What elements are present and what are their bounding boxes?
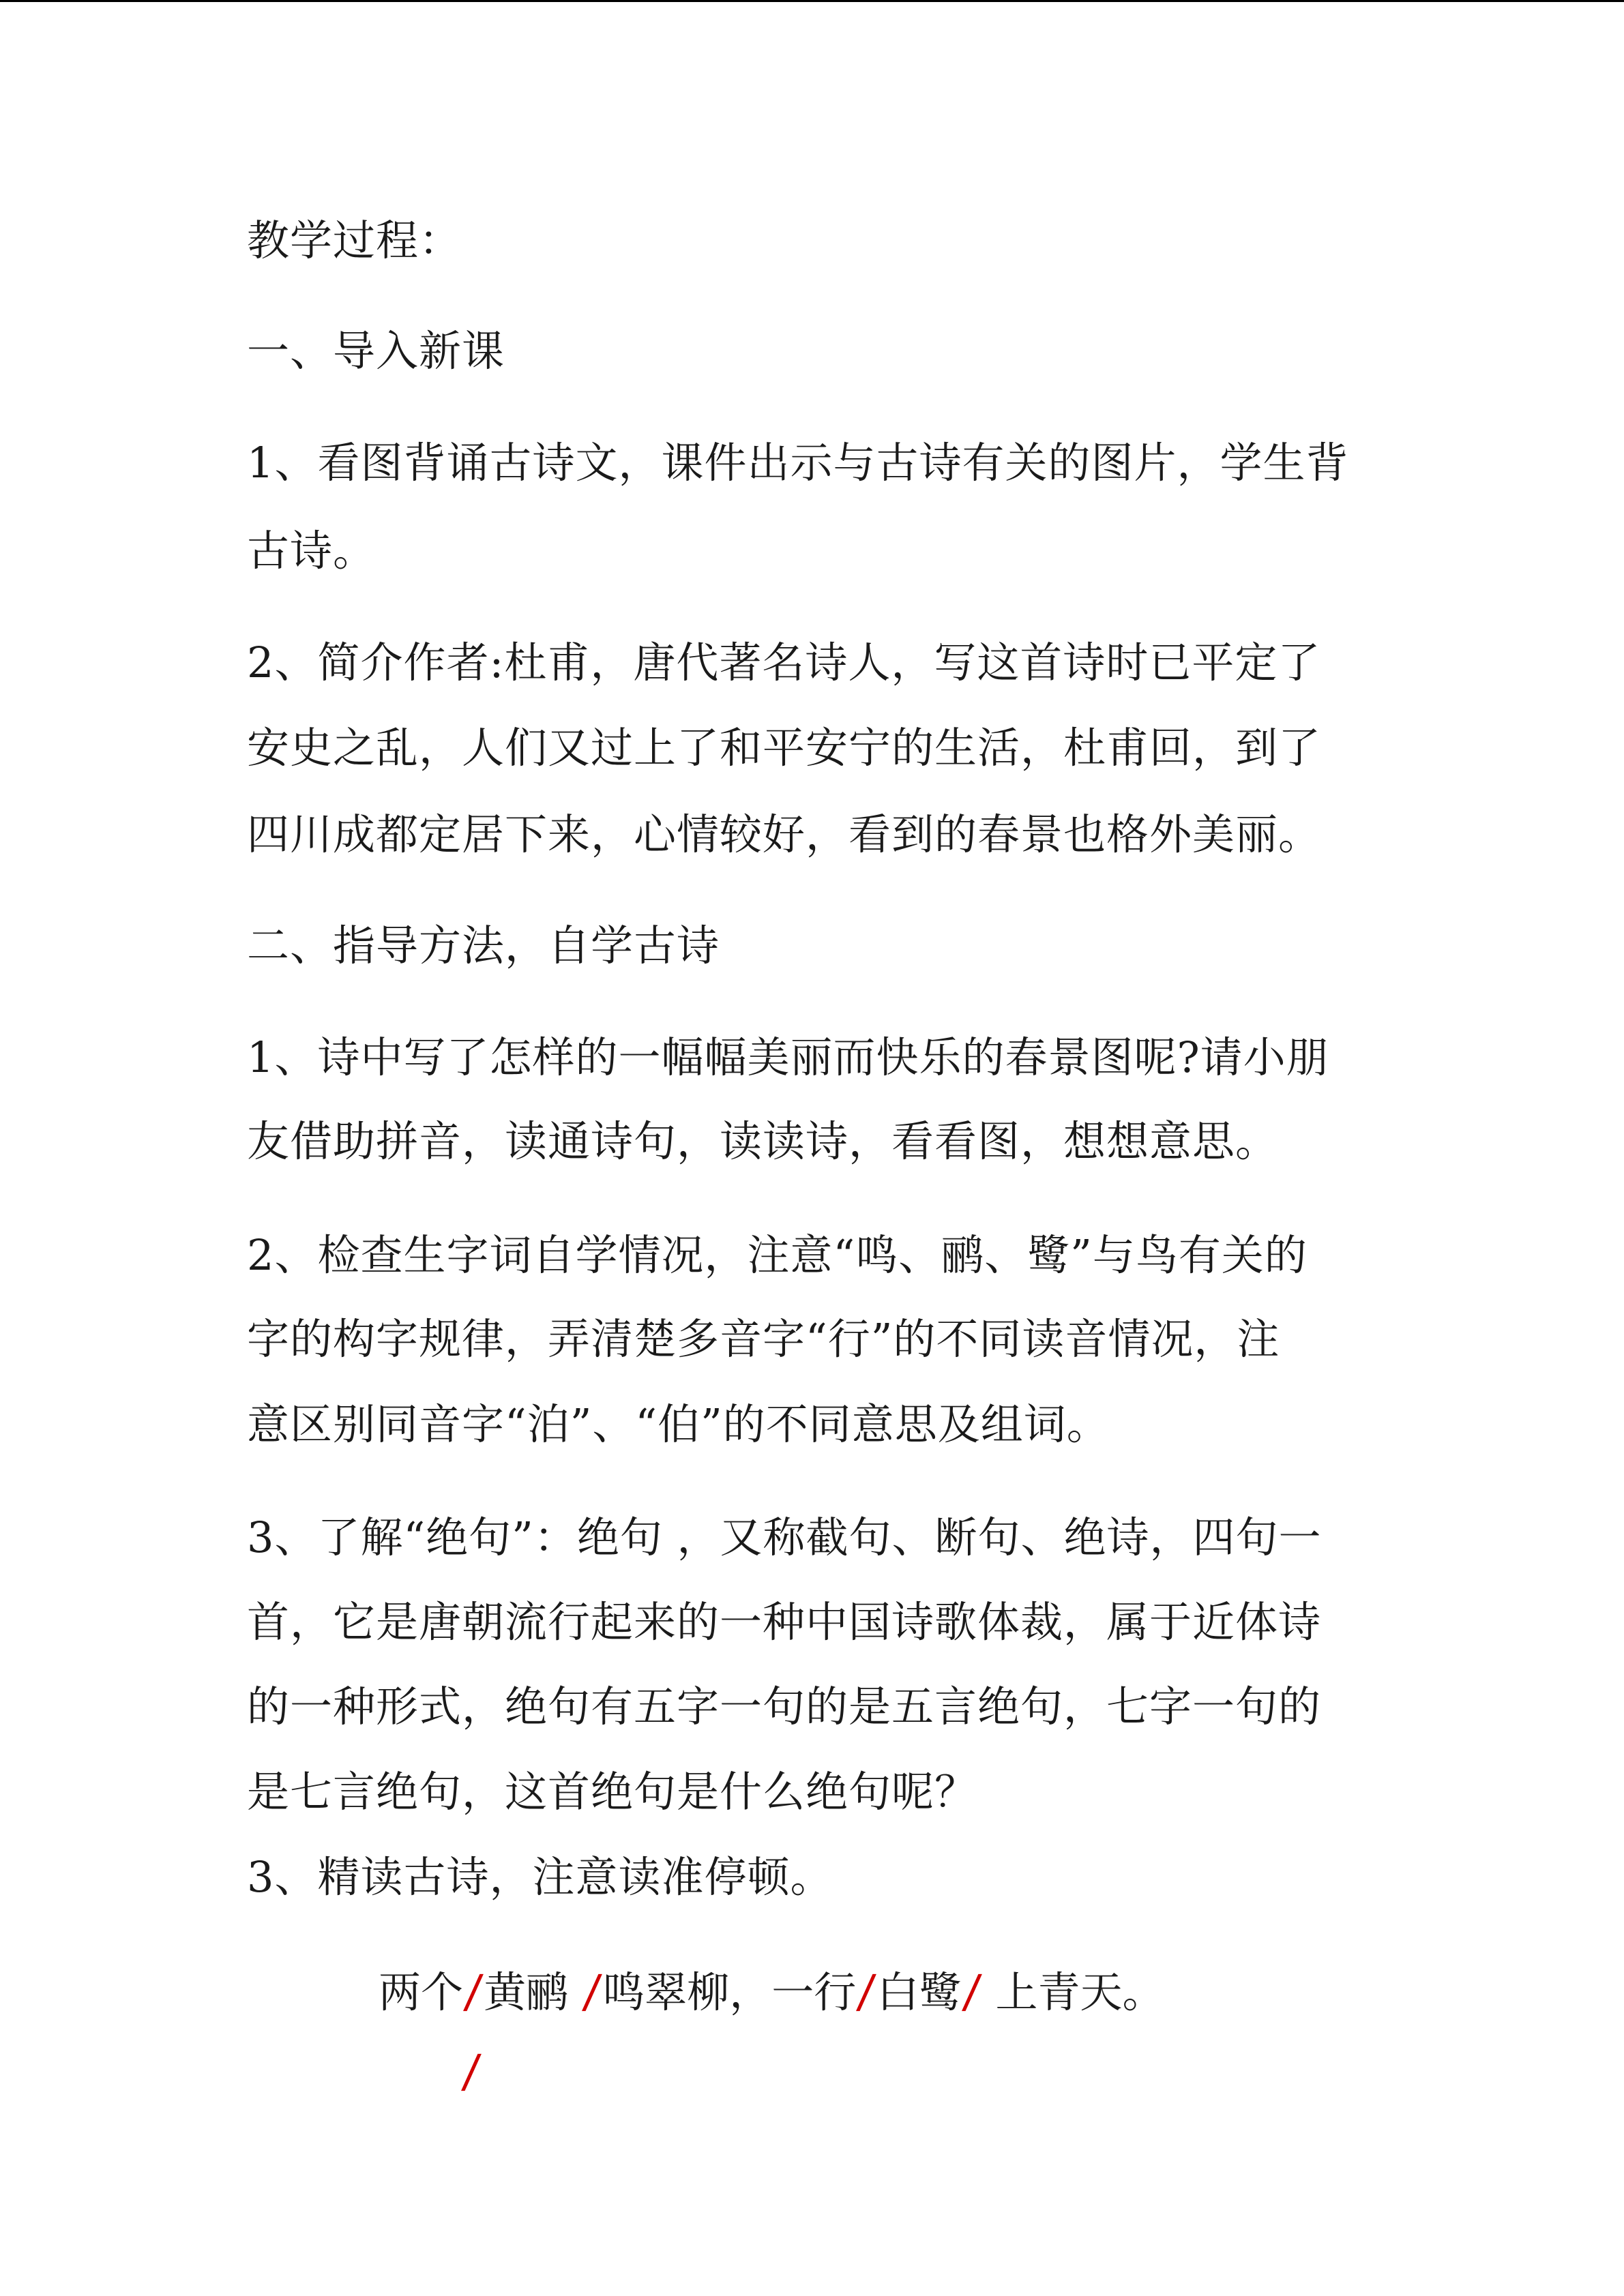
paragraph-line: 友借助拼音，读通诗句，读读诗，看看图，想想意思。 [247, 1116, 1279, 1166]
paragraph-line: 2、检查生字词自学情况，注意“鸣、鹂、鹭”与鸟有关的 [247, 1230, 1308, 1280]
poem-segment: 鸣翠柳，一行 [602, 1967, 857, 2017]
paragraph-line: 3、精读古诗，注意读准停顿。 [247, 1852, 833, 1902]
pause-mark: / [462, 1965, 485, 2018]
paragraph-line: 3、了解“绝句”：绝句 ，又称截句、断句、绝诗，四句一 [247, 1512, 1322, 1562]
section-heading-intro: 一、导入新课 [247, 326, 505, 376]
poem-line [379, 1965, 1165, 2018]
paragraph-line: 1、看图背诵古诗文，课件出示与古诗有关的图片，学生背 [247, 438, 1349, 488]
pause-mark: / [855, 1965, 878, 2018]
poem-segment: 白鹭 [876, 1967, 962, 2017]
paragraph-line: 安史之乱，人们又过上了和平安宁的生活，杜甫回，到了 [247, 723, 1322, 773]
paragraph-line: 2、简介作者:杜甫，唐代著名诗人，写这首诗时已平定了 [247, 638, 1321, 687]
paragraph-line: 古诗。 [247, 526, 377, 576]
poem-segment: 两个 [379, 1967, 464, 2017]
paragraph-line: 意区别同音字“泊”、“伯”的不同意思及组词。 [247, 1399, 1110, 1449]
pause-mark: / [580, 1965, 604, 2018]
paragraph-line: 是七言绝句，这首绝句是什么绝句呢？ [247, 1767, 978, 1817]
paragraph-line: 四川成都定居下来，心情较好，看到的春景也格外美丽。 [247, 809, 1322, 859]
poem-segment: 黄鹂 [484, 1967, 569, 2017]
paragraph-line: 的一种形式，绝句有五字一句的是五言绝句，七字一句的 [247, 1682, 1322, 1731]
paragraph-line: 字的构字规律，弄清楚多音字“行”的不同读音情况，注 [247, 1314, 1280, 1364]
pause-mark: / [960, 1965, 984, 2018]
paragraph-line: 1、诗中写了怎样的一幅幅美丽而快乐的春景图呢?请小朋 [247, 1032, 1329, 1082]
poem-segment: 上青天。 [995, 1967, 1165, 2017]
pause-mark: / [460, 2045, 483, 2098]
section-heading-method: 二、指导方法，自学古诗 [247, 921, 720, 970]
paragraph-line: 首，它是唐朝流行起来的一种中国诗歌体裁，属于近体诗 [247, 1597, 1322, 1647]
section-heading-teaching-process: 教学过程： [247, 215, 462, 265]
page-top-border [0, 0, 1624, 2]
